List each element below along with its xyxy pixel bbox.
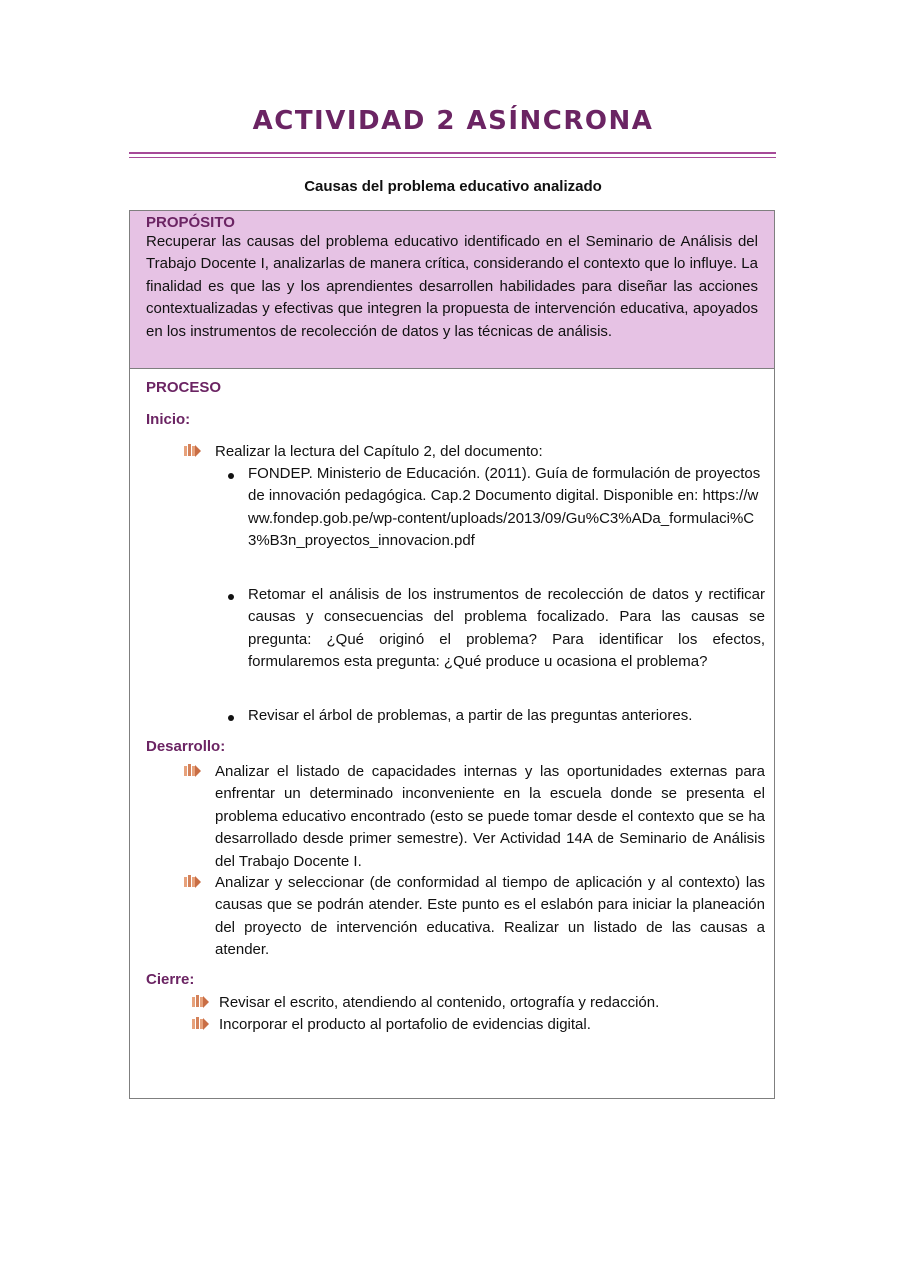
arrow-bullet-icon — [192, 994, 210, 1010]
inicio-bullet-2: Retomar el análisis de los instrumentos de recolección de datos y rectificar causas y consecuencias del problema focalizado. Para las causas se pregunta: ¿Qué originó el problema? Para identificar los efectos, formularemos esta pregunta: ¿Qué produce u ocasiona el problema? — [248, 586, 765, 671]
cierre-heading: Cierre: — [146, 971, 195, 988]
page-subtitle: Causas del problema educativo analizado — [304, 178, 602, 195]
page-title: ACTIVIDAD 2 ASÍNCRONA — [252, 106, 654, 136]
round-bullet — [228, 594, 234, 600]
desarrollo-item-2: Analizar y seleccionar (de conformidad al tiempo de aplicación y al contexto) las causas que se podrán atender. Este punto es el eslabón para iniciar la planeación del proyecto de intervención educativa. Realizar un listado de las causas a atender. — [215, 874, 765, 959]
arrow-bullet-icon — [184, 763, 202, 779]
cierre-item-2: Incorporar el producto al portafolio de evidencias digital. — [219, 1016, 591, 1033]
proceso-heading: PROCESO — [146, 379, 222, 396]
arrow-bullet-icon — [184, 443, 202, 459]
arrow-bullet-icon — [192, 1016, 210, 1032]
inicio-item: Realizar la lectura del Capítulo 2, del documento: — [215, 443, 543, 460]
desarrollo-item-1: Analizar el listado de capacidades internas y las oportunidades externas para enfrentar un determinado inconveniente en la escuela donde se presenta el problema educativo encontrado (esto se puede tomar desde el contexto que se ha desarrollado desde primer semestre). Ver Actividad 14A de Seminario de Análisis del Trabajo Docente I. — [215, 763, 765, 870]
arrow-bullet-icon — [184, 874, 202, 890]
proposito-section — [130, 211, 774, 369]
cierre-item-1: Revisar el escrito, atendiendo al contenido, ortografía y redacción. — [219, 994, 660, 1011]
inicio-heading: Inicio: — [146, 411, 191, 428]
round-bullet — [228, 473, 234, 479]
proposito-heading: PROPÓSITO — [146, 214, 235, 231]
desarrollo-heading: Desarrollo: — [146, 738, 226, 755]
title-rule-thick — [129, 152, 776, 154]
title-rule-thin — [129, 157, 776, 158]
inicio-bullet-3: Revisar el árbol de problemas, a partir de las preguntas anteriores. — [248, 707, 693, 724]
proposito-text: Recuperar las causas del problema educativo identificado en el Seminario de Análisis del Trabajo Docente I, analizarlas de manera crítica, considerando el contexto que lo influye. La finalidad es que las y los aprendientes desarrollen habilidades para diseñar las acciones contextualizadas y efectivas que integren la propuesta de intervención educativa, apoyados en los instrumentos de recolección de datos y las técnicas de análisis. — [146, 233, 758, 340]
activity-table — [129, 210, 775, 1099]
inicio-bullet-1: FONDEP. Ministerio de Educación. (2011). Guía de formulación de proyectos de innovación pedagógica. Cap.2 Documento digital. Disponible en: https://www.fondep.gob.pe/wp-content/uploads/2013/09/Gu%C3%ADa_formulaci%C3%B3n_proyectos_innovacion.pdf — [248, 465, 761, 550]
round-bullet — [228, 715, 234, 721]
